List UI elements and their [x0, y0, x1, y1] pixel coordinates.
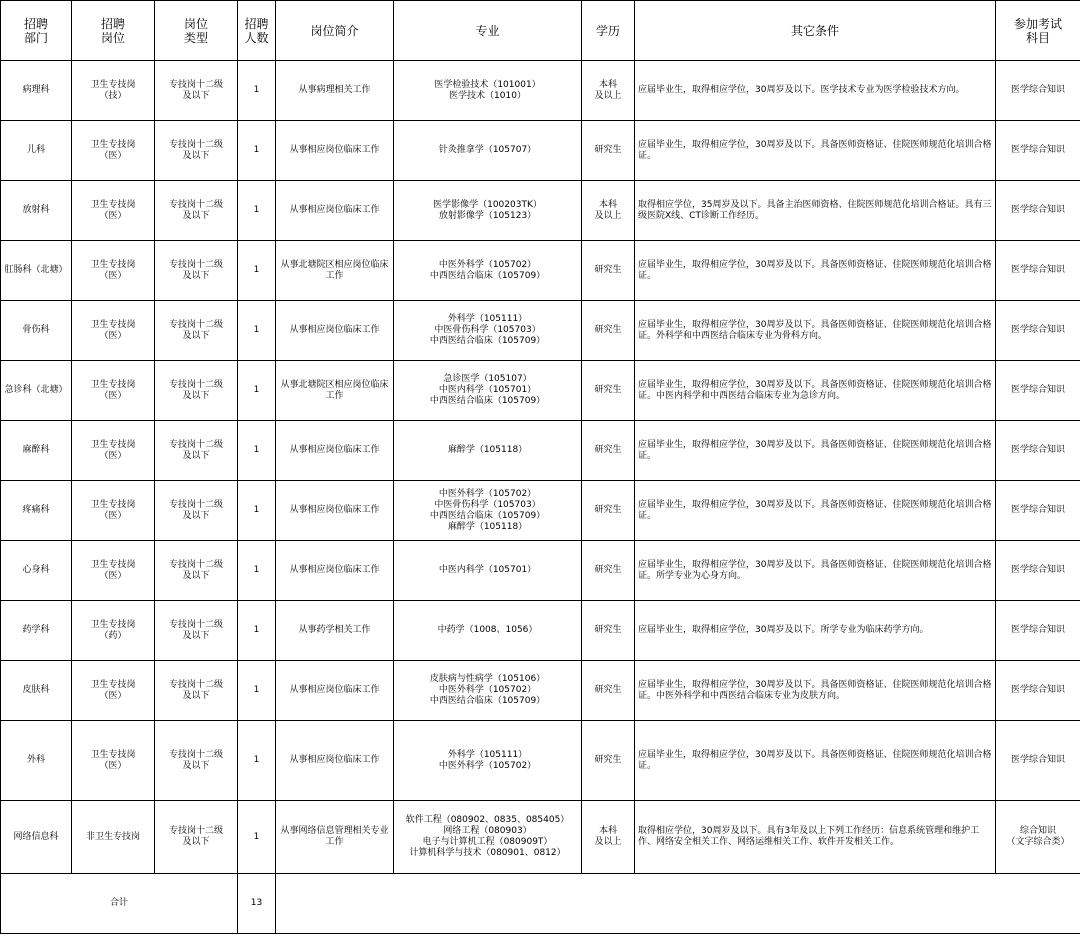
cell-other: 应届毕业生，取得相应学位，30周岁及以下。具备医师资格证、住院医师规范化培训合格证。中医外科学和中西医结合临床专业为皮肤方向。	[635, 661, 996, 721]
cell-count: 1	[238, 301, 276, 361]
cell-edu: 研究生	[582, 241, 635, 301]
cell-other: 应届毕业生，取得相应学位，30周岁及以下。医学技术专业为医学检验技术方向。	[635, 61, 996, 121]
cell-dept: 放射科	[1, 181, 72, 241]
cell-dept: 骨伤科	[1, 301, 72, 361]
cell-post: 卫生专技岗 （医）	[72, 541, 155, 601]
cell-count: 1	[238, 481, 276, 541]
header-type: 岗位 类型	[155, 1, 238, 61]
cell-edu: 研究生	[582, 541, 635, 601]
cell-edu: 本科 及以上	[582, 801, 635, 874]
cell-intro: 从事相应岗位临床工作	[276, 181, 394, 241]
cell-post: 卫生专技岗 （医）	[72, 661, 155, 721]
cell-edu: 本科 及以上	[582, 61, 635, 121]
cell-intro: 从事相应岗位临床工作	[276, 481, 394, 541]
cell-post: 卫生专技岗 （技）	[72, 61, 155, 121]
cell-major: 软件工程（080902、0835、085405） 网络工程（080903） 电子与计算机工程（080909T） 计算机科学与技术（080901、0812）	[394, 801, 582, 874]
cell-other: 取得相应学位，30周岁及以下。具有3年及以上下列工作经历：信息系统管理和维护工作、网络安全相关工作、网络运维相关工作、软件开发相关工作。	[635, 801, 996, 874]
cell-type: 专技岗十二级 及以下	[155, 301, 238, 361]
cell-other: 应届毕业生，取得相应学位，30周岁及以下。所学专业为临床药学方向。	[635, 601, 996, 661]
cell-intro: 从事相应岗位临床工作	[276, 661, 394, 721]
table-row	[1, 361, 1080, 421]
cell-other: 应届毕业生，取得相应学位，30周岁及以下。具备医师资格证、住院医师规范化培训合格证。所学专业为心身方向。	[635, 541, 996, 601]
cell-dept: 儿科	[1, 121, 72, 181]
cell-dept: 肛肠科（北塘）	[1, 241, 72, 301]
cell-edu: 研究生	[582, 301, 635, 361]
table-row	[1, 601, 1080, 661]
cell-exam: 医学综合知识	[996, 481, 1080, 541]
cell-post: 卫生专技岗 （医）	[72, 181, 155, 241]
cell-dept: 疼痛科	[1, 481, 72, 541]
cell-other: 应届毕业生，取得相应学位，30周岁及以下。具备医师资格证、住院医师规范化培训合格证。	[635, 421, 996, 481]
cell-edu: 研究生	[582, 601, 635, 661]
cell-intro: 从事药学相关工作	[276, 601, 394, 661]
cell-post: 卫生专技岗 （医）	[72, 721, 155, 801]
cell-other: 应届毕业生，取得相应学位，30周岁及以下。具备医师资格证、住院医师规范化培训合格证。中医内科学和中西医结合临床专业为急诊方向。	[635, 361, 996, 421]
cell-other: 应届毕业生，取得相应学位，30周岁及以下。具备医师资格证、住院医师规范化培训合格证。	[635, 721, 996, 801]
cell-intro: 从事病理相关工作	[276, 61, 394, 121]
cell-type: 专技岗十二级 及以下	[155, 661, 238, 721]
cell-post: 卫生专技岗 （医）	[72, 361, 155, 421]
cell-edu: 研究生	[582, 721, 635, 801]
cell-count: 1	[238, 61, 276, 121]
cell-count: 1	[238, 241, 276, 301]
cell-count: 1	[238, 421, 276, 481]
cell-dept: 药学科	[1, 601, 72, 661]
cell-exam: 医学综合知识	[996, 541, 1080, 601]
header-other: 其它条件	[635, 1, 996, 61]
cell-post: 卫生专技岗 （药）	[72, 601, 155, 661]
cell-intro: 从事北塘院区相应岗位临床工作	[276, 241, 394, 301]
cell-type: 专技岗十二级 及以下	[155, 421, 238, 481]
cell-intro: 从事相应岗位临床工作	[276, 541, 394, 601]
table-row	[1, 241, 1080, 301]
total-row	[1, 874, 1080, 934]
cell-other: 应届毕业生，取得相应学位，30周岁及以下。具备医师资格证、住院医师规范化培训合格证。	[635, 241, 996, 301]
cell-post: 非卫生专技岗	[72, 801, 155, 874]
cell-major: 皮肤病与性病学（105106） 中医外科学（105702） 中西医结合临床（105709）	[394, 661, 582, 721]
cell-intro: 从事网络信息管理相关专业工作	[276, 801, 394, 874]
table-row	[1, 661, 1080, 721]
cell-dept: 外科	[1, 721, 72, 801]
cell-count: 1	[238, 801, 276, 874]
cell-exam: 医学综合知识	[996, 181, 1080, 241]
cell-dept: 皮肤科	[1, 661, 72, 721]
cell-major: 中医外科学（105702） 中西医结合临床（105709）	[394, 241, 582, 301]
cell-type: 专技岗十二级 及以下	[155, 721, 238, 801]
cell-intro: 从事相应岗位临床工作	[276, 301, 394, 361]
cell-dept: 急诊科（北塘）	[1, 361, 72, 421]
cell-exam: 医学综合知识	[996, 421, 1080, 481]
cell-type: 专技岗十二级 及以下	[155, 801, 238, 874]
cell-edu: 研究生	[582, 421, 635, 481]
cell-intro: 从事相应岗位临床工作	[276, 121, 394, 181]
cell-edu: 本科 及以上	[582, 181, 635, 241]
cell-major: 中医外科学（105702） 中医骨伤科学（105703） 中西医结合临床（105709） 麻醉学（105118）	[394, 481, 582, 541]
table-row	[1, 181, 1080, 241]
cell-exam: 医学综合知识	[996, 61, 1080, 121]
total-count: 13	[238, 874, 276, 934]
cell-exam: 医学综合知识	[996, 241, 1080, 301]
cell-type: 专技岗十二级 及以下	[155, 241, 238, 301]
cell-edu: 研究生	[582, 361, 635, 421]
cell-other: 取得相应学位，35周岁及以下。具备主治医师资格、住院医师规范化培训合格证。具有三级医院X线、CT诊断工作经历。	[635, 181, 996, 241]
cell-major: 医学影像学（100203TK） 放射影像学（105123）	[394, 181, 582, 241]
header-major: 专业	[394, 1, 582, 61]
header-exam: 参加考试 科目	[996, 1, 1080, 61]
cell-exam: 医学综合知识	[996, 361, 1080, 421]
cell-major: 中医内科学（105701）	[394, 541, 582, 601]
cell-type: 专技岗十二级 及以下	[155, 61, 238, 121]
header-dept: 招聘 部门	[1, 1, 72, 61]
header-row	[1, 1, 1080, 61]
cell-major: 麻醉学（105118）	[394, 421, 582, 481]
cell-other: 应届毕业生，取得相应学位，30周岁及以下。具备医师资格证、住院医师规范化培训合格证。外科学和中西医结合临床专业为骨科方向。	[635, 301, 996, 361]
table-row	[1, 801, 1080, 874]
cell-post: 卫生专技岗 （医）	[72, 241, 155, 301]
cell-major: 外科学（105111） 中医外科学（105702）	[394, 721, 582, 801]
cell-intro: 从事相应岗位临床工作	[276, 721, 394, 801]
table-row	[1, 301, 1080, 361]
cell-intro: 从事相应岗位临床工作	[276, 421, 394, 481]
cell-post: 卫生专技岗 （医）	[72, 121, 155, 181]
cell-type: 专技岗十二级 及以下	[155, 481, 238, 541]
cell-type: 专技岗十二级 及以下	[155, 181, 238, 241]
cell-count: 1	[238, 541, 276, 601]
cell-count: 1	[238, 661, 276, 721]
cell-exam: 医学综合知识	[996, 661, 1080, 721]
cell-major: 针灸推拿学（105707）	[394, 121, 582, 181]
cell-exam: 医学综合知识	[996, 601, 1080, 661]
cell-dept: 麻醉科	[1, 421, 72, 481]
cell-type: 专技岗十二级 及以下	[155, 121, 238, 181]
header-edu: 学历	[582, 1, 635, 61]
table-row	[1, 121, 1080, 181]
cell-exam: 综合知识 （文字综合类）	[996, 801, 1080, 874]
cell-edu: 研究生	[582, 121, 635, 181]
header-post: 招聘 岗位	[72, 1, 155, 61]
cell-count: 1	[238, 181, 276, 241]
cell-exam: 医学综合知识	[996, 121, 1080, 181]
header-count: 招聘 人数	[238, 1, 276, 61]
table-row	[1, 481, 1080, 541]
cell-major: 急诊医学（105107） 中医内科学（105701） 中西医结合临床（105709）	[394, 361, 582, 421]
cell-post: 卫生专技岗 （医）	[72, 481, 155, 541]
cell-count: 1	[238, 361, 276, 421]
table-row	[1, 61, 1080, 121]
cell-type: 专技岗十二级 及以下	[155, 541, 238, 601]
cell-exam: 医学综合知识	[996, 721, 1080, 801]
cell-count: 1	[238, 601, 276, 661]
cell-post: 卫生专技岗 （医）	[72, 421, 155, 481]
cell-post: 卫生专技岗 （医）	[72, 301, 155, 361]
header-intro: 岗位简介	[276, 1, 394, 61]
cell-dept: 病理科	[1, 61, 72, 121]
total-label: 合计	[1, 874, 238, 934]
cell-dept: 网络信息科	[1, 801, 72, 874]
cell-major: 医学检验技术（101001） 医学技术（1010）	[394, 61, 582, 121]
table-row	[1, 541, 1080, 601]
cell-count: 1	[238, 121, 276, 181]
cell-type: 专技岗十二级 及以下	[155, 601, 238, 661]
table-row	[1, 421, 1080, 481]
cell-major: 外科学（105111） 中医骨伤科学（105703） 中西医结合临床（105709）	[394, 301, 582, 361]
cell-other: 应届毕业生，取得相应学位，30周岁及以下。具备医师资格证、住院医师规范化培训合格证。	[635, 121, 996, 181]
cell-intro: 从事北塘院区相应岗位临床工作	[276, 361, 394, 421]
cell-count: 1	[238, 721, 276, 801]
cell-edu: 研究生	[582, 481, 635, 541]
total-empty-cell	[276, 874, 1080, 934]
cell-exam: 医学综合知识	[996, 301, 1080, 361]
cell-edu: 研究生	[582, 661, 635, 721]
table-row	[1, 721, 1080, 801]
cell-major: 中药学（1008、1056）	[394, 601, 582, 661]
cell-dept: 心身科	[1, 541, 72, 601]
cell-other: 应届毕业生，取得相应学位，30周岁及以下。具备医师资格证、住院医师规范化培训合格证。	[635, 481, 996, 541]
cell-type: 专技岗十二级 及以下	[155, 361, 238, 421]
